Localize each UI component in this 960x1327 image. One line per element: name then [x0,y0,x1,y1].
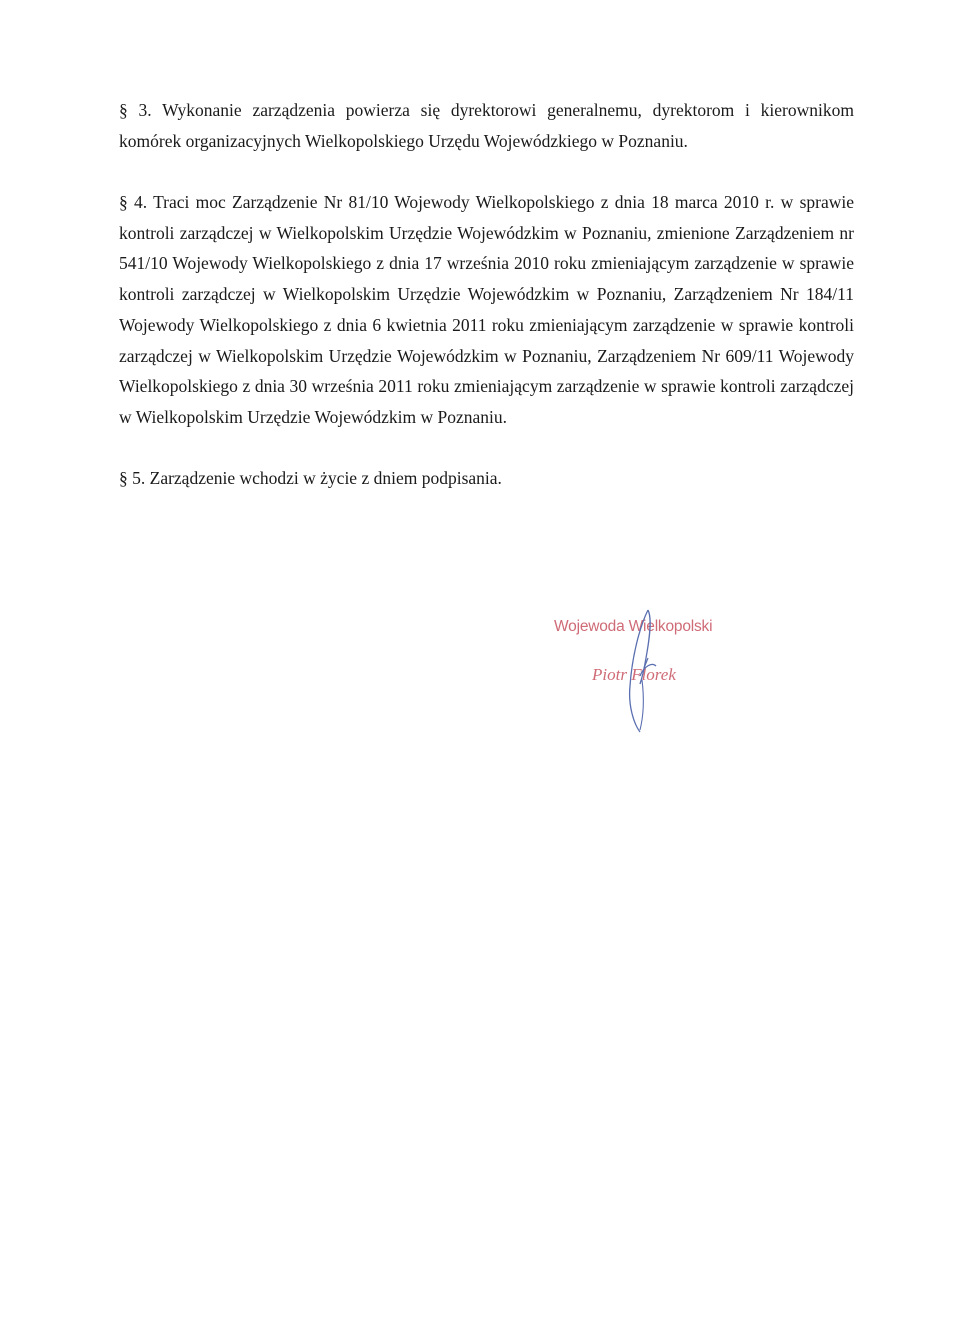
signature-block [548,606,748,736]
paragraph-5: § 5. Zarządzenie wchodzi w życie z dniem podpisania. [119,468,502,488]
signature-title: Wojewoda Wielkopolski [554,618,713,635]
signature-name: Piotr Florek [592,665,676,684]
paragraph-3: § 3. Wykonanie zarządzenia powierza się dyrektorowi generalnemu, dyrektorom i kierownikom komórek organizacyjnych Wielkopolskiego Urzędu Wojewódzkiego w Poznaniu. [119,100,854,151]
handwritten-signature [548,606,748,736]
paragraph-4: § 4. Traci moc Zarządzenie Nr 81/10 Wojewody Wielkopolskiego z dnia 18 marca 2010 r. w sprawie kontroli zarządczej w Wielkopolskim Urzędzie Wojewódzkim w Poznaniu, zmienione Zarządzeniem nr 541/10 Wojewody Wielkopolskiego z dnia 17 września 2010 roku zmieniającym zarządzenie w sprawie kontroli zarządczej w Wielkopolskim Urzędzie Wojewódzkim w Poznaniu, Zarządzeniem Nr 184/11 Wojewody Wielkopolskiego z dnia 6 kwietnia 2011 roku zmieniającym zarządzenie w sprawie kontroli zarządczej w Wielkopolskim Urzędzie Wojewódzkim w Poznaniu, Zarządzeniem Nr 609/11 Wojewody Wielkopolskiego z dnia 30 września 2011 roku zmieniającym zarządzenie w sprawie kontroli zarządczej w Wielkopolskim Urzędzie Wojewódzkim w Poznaniu. [119,192,854,427]
